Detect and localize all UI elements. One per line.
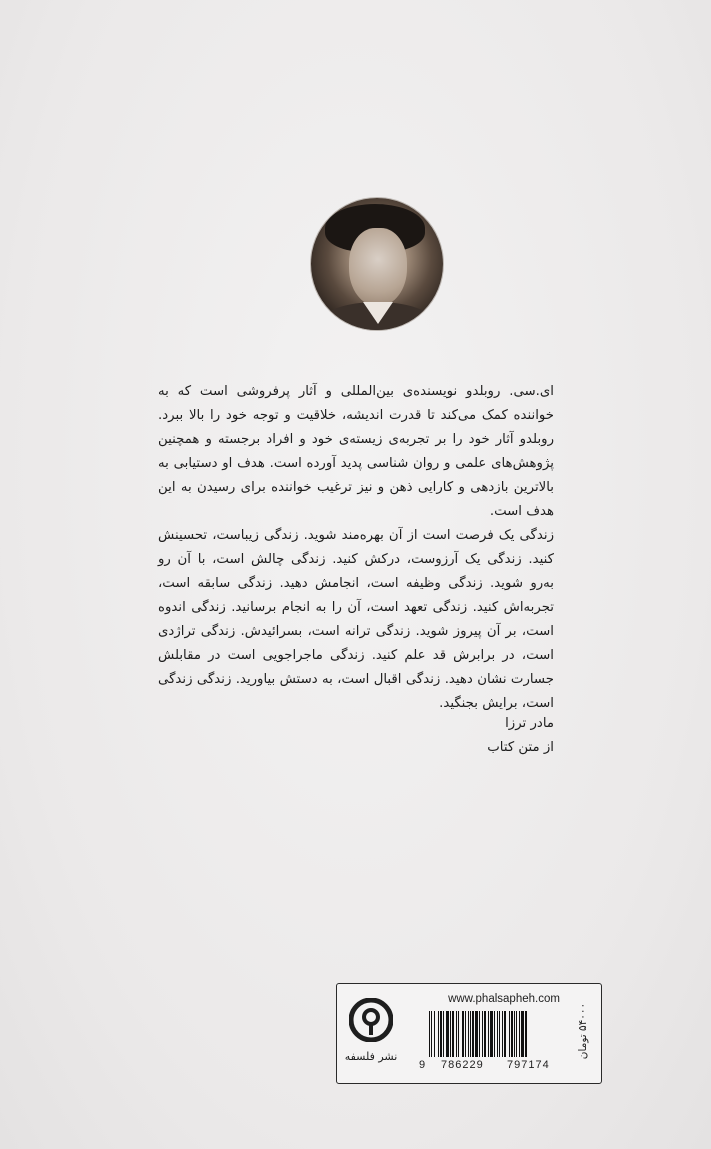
publisher-logo-icon: [349, 998, 393, 1042]
price-text: ۵۴۰۰۰ تومان: [577, 1002, 589, 1060]
quote-paragraph: زندگی یک فرصت است از آن بهره‌مند شوید. زندگی زیباست، تحسینش کنید. زندگی یک آرزوست، درکش کنید. زندگی چالش است، با آن رو به‌رو شوید. زندگی وظیفه است، انجامش دهید. زندگی سابقه است، تجربه‌اش کنید. زندگی تعهد است، آن را به انجام برسانید. زندگی اندوه است، بر آن پیروز شوید. زندگی ترانه است، بسرائیدش. زندگی تراژدی است، در برابرش قد علم کنید. زندگی ماجراجویی است در مقابلش جسارت نشان دهید. زندگی اقبال است، به دستش بیاورید. زندگی زندگی است، برایش بجنگید.: [158, 528, 554, 711]
isbn-digit-group-2: 797174: [507, 1059, 550, 1071]
barcode-stripe: [527, 1011, 528, 1057]
back-cover-blurb: [158, 380, 554, 716]
price-label: [573, 998, 593, 1072]
isbn-digit-group-1: 786229: [441, 1059, 484, 1071]
author-photo: [311, 198, 443, 330]
quote-source: از متن کتاب: [487, 740, 554, 755]
publisher-name: نشر فلسفه: [344, 1050, 398, 1063]
publisher-barcode-box: [336, 983, 602, 1084]
isbn-barcode: [429, 1011, 577, 1057]
isbn-digit-prefix: 9: [419, 1059, 426, 1071]
publisher-website: www.phalsapheh.com: [448, 993, 560, 1005]
quote-author: مادر ترزا: [505, 716, 554, 731]
author-bio-paragraph: ای.سی. روبلدو نویسنده‌ی بین‌المللی و آثار پرفروشی است که به خواننده کمک می‌کند تا قدرت اندیشه، خلاقیت و توجه خود را بالا ببرد. روبلدو آثار خود را بر تجربه‌ی زیسته‌ی خود و افراد برجسته و همچنین پژوهش‌های علمی و روان شناسی پدید آورده است. هدف او دستیابی به بالاترین بازدهی و کارایی ذهن و نیز ترغیب خواننده برای رسیدن به این هدف است.: [158, 384, 554, 519]
quote-attribution: [158, 712, 554, 760]
